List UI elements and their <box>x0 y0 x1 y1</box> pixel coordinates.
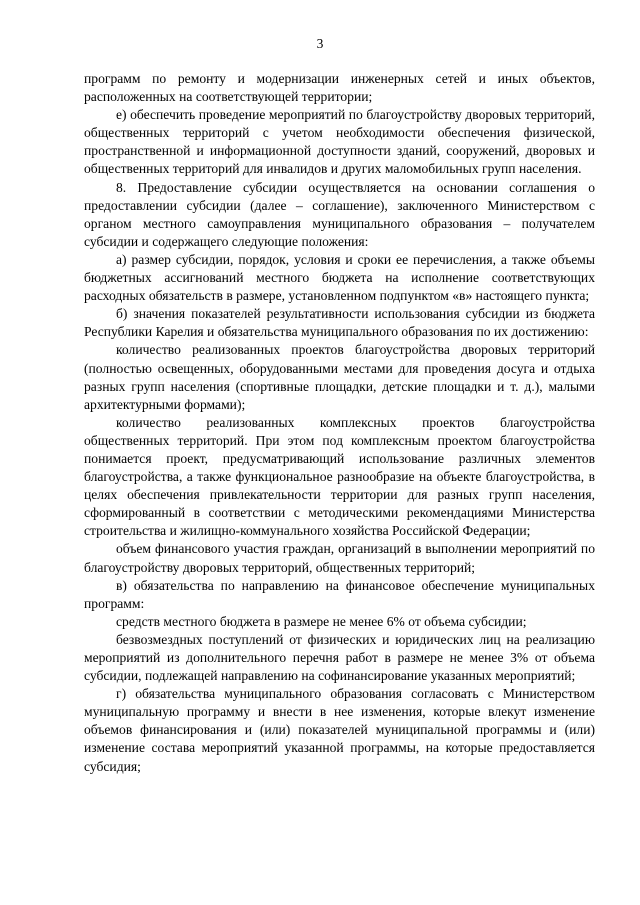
paragraph-clause-8: 8. Предоставление субсидии осуществляется на основании соглашения о предоставлении субсидии (далее – соглашение), заключенного Министерством с органом местного самоуправления муниципального образования – получателем субсидии и содержащего следующие положения: <box>84 179 595 249</box>
paragraph-item-g: г) обязательства муниципального образования согласовать с Министерством муниципальную программу и внести в нее изменения, которые влекут изменение объемов финансирования и (или) показателей муниципальной программы и (или) изменение состава мероприятий указанной программы, на которые предоставляется субсидия; <box>84 686 595 774</box>
paragraph-gratuitous-receipts: безвозмездных поступлений от физических и юридических лиц на реализацию мероприятий из дополнительного перечня работ в размере не менее 3% от объема субсидии, подлежащей направлению на софинансирование указанных мероприятий; <box>84 631 595 684</box>
paragraph-item-b: б) значения показателей результативности использования субсидии из бюджета Республики Карелия и обязательства муниципального образования по их достижению: <box>84 306 595 340</box>
paragraph-local-budget: средств местного бюджета в размере не менее 6% от объема субсидии; <box>116 613 527 629</box>
page-number: 3 <box>316 36 324 51</box>
paragraph-indicator-public-areas: количество реализованных комплексных проектов благоустройства общественных территорий. При этом под комплексным проектом благоустройства понимается проект, предусматривающий использование различных элементов благоустройства, а также функциональное разнообразие на объекте благоустройства, в целях обеспечения привлекательности территории для разных групп населения, сформированный в соответствии с методическими рекомендациями Министерства строительства и жилищно-коммунального хозяйства Российской Федерации; <box>84 414 595 539</box>
paragraph-continuation: программ по ремонту и модернизации инженерных сетей и иных объектов, расположенных на соответствующей территории; <box>84 71 595 105</box>
paragraph-item-a: а) размер субсидии, порядок, условия и сроки ее перечисления, а также объемы бюджетных ассигнований местного бюджета на исполнение соответствующих расходных обязательств в размере, установленном подпунктом «в» настоящего пункта; <box>84 251 595 304</box>
paragraph-item-v: в) обязательства по направлению на финансовое обеспечение муниципальных программ: <box>84 577 595 611</box>
paragraph-indicator-participation: объем финансового участия граждан, организаций в выполнении мероприятий по благоустройству дворовых территорий, общественных территорий; <box>84 541 595 575</box>
paragraph-item-e: е) обеспечить проведение мероприятий по благоустройству дворовых территорий, общественных территорий с учетом необходимости обеспечения физической, пространственной и информационной доступности зданий, сооружений, дворовых и общественных территорий для инвалидов и других маломобильных групп населения. <box>84 107 595 177</box>
document-body <box>84 70 595 776</box>
paragraph-indicator-yards: количество реализованных проектов благоустройства дворовых территорий (полностью освещенных, оборудованными местами для проведения досуга и отдыха разных групп населения (спортивные площадки, детские площадки и т. д.), малыми архитектурными формами); <box>84 342 595 412</box>
